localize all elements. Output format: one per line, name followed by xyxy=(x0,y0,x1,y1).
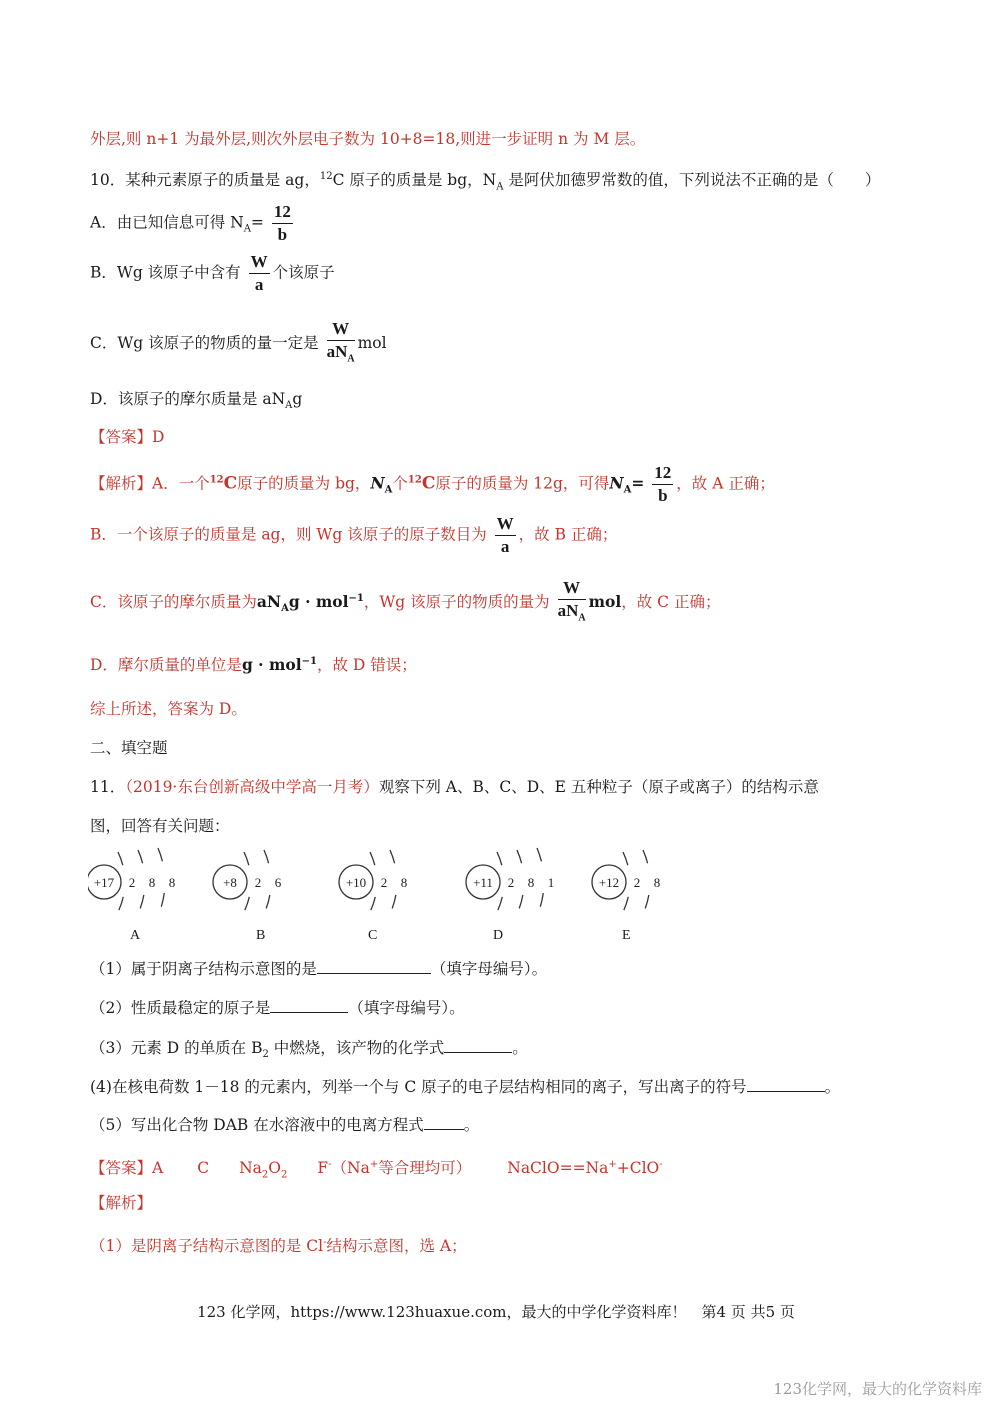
option-a-sub: A xyxy=(243,223,251,235)
shell-electron-count: 8 xyxy=(168,875,176,890)
shell-electron-count: 6 xyxy=(274,875,282,890)
option-c-fraction xyxy=(327,318,355,370)
subquestion-2: （2）性质最稳定的原子是 （填字母编号）。 xyxy=(90,999,465,1017)
subquestion-4: (4)在核电荷数 1－18 的元素内，列举一个与 C 原子的电子层结构相同的离子，写出离子的符号 。 xyxy=(90,1078,841,1096)
explanation-b: B．一个该原子的质量是 ag，则 Wg 该原子的原子数目为 $\frac{W}{a}$ ，故 B 正确； xyxy=(90,514,618,556)
electron-shell-arc xyxy=(517,850,524,914)
option-c-num: W xyxy=(327,318,355,341)
subquestion-5: （5）写出化合物 DAB 在水溶液中的电离方程式 。 xyxy=(90,1116,480,1134)
option-c-den: $aN_A$ xyxy=(326,342,355,365)
atom-label-d: D xyxy=(493,928,504,943)
explanation-continuation: 外层,则 n+1 为最外层,则次外层电子数为 10+8=18,则进一步证明 n 为 M 层。 xyxy=(90,130,646,148)
explanation-a-fraction: $\frac{12}{b}$ xyxy=(654,463,672,505)
option-c-post: mol xyxy=(357,334,387,353)
explanation-11-1: （1）是阴离子结构示意图的是 Cl-结构示意图，选 A； xyxy=(90,1237,467,1256)
atom-diagram-b xyxy=(213,850,282,914)
question-11-line2: 图，回答有关问题： xyxy=(90,817,230,835)
option-a-text: A．由已知信息可得 N xyxy=(90,213,244,232)
option-d xyxy=(90,388,302,417)
option-b-den: a xyxy=(254,275,264,294)
electron-shell-arc xyxy=(138,850,145,914)
explanation-a: 【解析】A．一个$^{12}$C原子的质量为 bg，$N_A$个$^{12}$C原子的质量为 12g，可得$N_A=$ $\frac{12}{b}$ ，故 A 正确； xyxy=(90,463,775,505)
option-a-fraction xyxy=(272,201,293,246)
option-d-text: D．该原子的摩尔质量是 aN xyxy=(90,390,286,408)
subquestion-1: （1）属于阴离子结构示意图的是 （填字母编号）。 xyxy=(90,960,548,978)
option-d-post: g xyxy=(292,390,303,408)
nucleus-charge: +11 xyxy=(473,875,493,890)
shell-electron-count: 2 xyxy=(380,875,388,890)
watermark: 123化学网，最大的化学资料库 xyxy=(773,1380,982,1398)
nucleus-charge: +17 xyxy=(93,875,115,890)
shell-electron-count: 1 xyxy=(547,875,555,890)
atom-diagram-d xyxy=(466,848,554,916)
atom-diagram-a xyxy=(88,848,175,916)
atom-diagram-e xyxy=(592,850,660,914)
explanation-d: D．摩尔质量的单位是g · mol$^{-1}$，故 D 错误； xyxy=(90,655,417,675)
explanation-c-fraction: $\frac{W}{aN_A}$ xyxy=(557,578,586,624)
shell-electron-count: 8 xyxy=(653,875,661,890)
electron-shell-arc xyxy=(390,850,397,914)
atom-label-c: C xyxy=(368,928,378,943)
answer-blank[interactable] xyxy=(444,1037,512,1053)
atom-diagram-c xyxy=(339,850,407,914)
q10-sup: 12 xyxy=(319,171,333,182)
option-a xyxy=(90,201,296,246)
answer-10: 【答案】D xyxy=(90,428,165,446)
option-d-sub: A xyxy=(285,400,293,412)
shell-electron-count: 8 xyxy=(148,875,156,890)
shell-electron-count: 2 xyxy=(128,875,136,890)
answer-11: 【答案】A C $Na_2O_2$ F-（Na+等合理均可） NaClO==Na++ClO- xyxy=(90,1159,663,1181)
atom-label-e: E xyxy=(622,928,631,943)
atom-structure-diagrams xyxy=(88,842,708,922)
page-footer: 123 化学网，https://www.123huaxue.com，最大的中学化学资料库！ 第4 页 共5 页 xyxy=(197,1303,795,1321)
nucleus-charge: +10 xyxy=(345,875,367,890)
q10-sub: A xyxy=(496,181,504,193)
shell-electron-count: 8 xyxy=(400,875,408,890)
option-a-den: b xyxy=(277,225,288,244)
option-b xyxy=(90,251,335,296)
electron-shell-arc xyxy=(643,850,650,914)
shell-electron-count: 2 xyxy=(507,875,515,890)
explanation-b-fraction: $\frac{W}{a}$ xyxy=(496,514,514,556)
q10-text-b: C 原子的质量是 bg，N xyxy=(332,171,497,190)
answer-blank[interactable] xyxy=(270,997,348,1013)
option-b-fraction xyxy=(249,251,270,296)
atom-label-b: B xyxy=(256,928,266,943)
option-c xyxy=(90,318,387,370)
section-heading: 二、填空题 xyxy=(90,739,168,757)
question-10 xyxy=(90,166,880,198)
option-a-num: 12 xyxy=(272,201,293,224)
explanation-c: C．该原子的摩尔质量为$aN_Ag \cdot mol^{-1}$，Wg 该原子的物质的量为 $\frac{W}{aN_A}$ mol，故 C 正确； xyxy=(90,577,720,629)
option-a-eq: = xyxy=(250,213,264,232)
electron-shell-arc xyxy=(264,850,271,914)
option-c-text: C．Wg 该原子的物质的量一定是 xyxy=(90,334,319,353)
electron-shell-arc xyxy=(537,848,544,916)
q10-text-c: 是阿伏加德罗常数的值，下列说法不正确的是（ ） xyxy=(503,171,881,190)
question-11: 11．（2019·东台创新高级中学高一月考）观察下列 A、B、C、D、E 五种粒子（原子或离子）的结构示意 xyxy=(90,778,819,796)
subquestion-3: （3）元素 D 的单质在 $B_2$ 中燃烧，该产物的化学式 。 xyxy=(90,1039,528,1061)
shell-electron-count: 2 xyxy=(633,875,641,890)
question-11-source: （2019·东台创新高级中学高一月考） xyxy=(125,778,379,796)
atom-label-a: A xyxy=(130,928,141,943)
explanation-11-label: 【解析】 xyxy=(90,1194,153,1212)
shell-electron-count: 2 xyxy=(254,875,262,890)
nucleus-charge: +8 xyxy=(223,875,237,890)
shell-electron-count: 8 xyxy=(527,875,535,890)
nucleus-charge: +12 xyxy=(598,875,620,890)
option-b-text: B．Wg 该原子中含有 xyxy=(90,263,241,282)
electron-shell-arc xyxy=(158,848,165,916)
answer-blank[interactable] xyxy=(317,958,431,974)
option-b-post: 个该原子 xyxy=(272,263,335,282)
q10-text-a: 10．某种元素原子的质量是 ag， xyxy=(90,171,320,190)
answer-blank[interactable] xyxy=(747,1076,825,1092)
summary: 综上所述，答案为 D。 xyxy=(90,700,247,718)
answer-blank[interactable] xyxy=(424,1114,464,1130)
option-b-num: W xyxy=(249,251,270,274)
